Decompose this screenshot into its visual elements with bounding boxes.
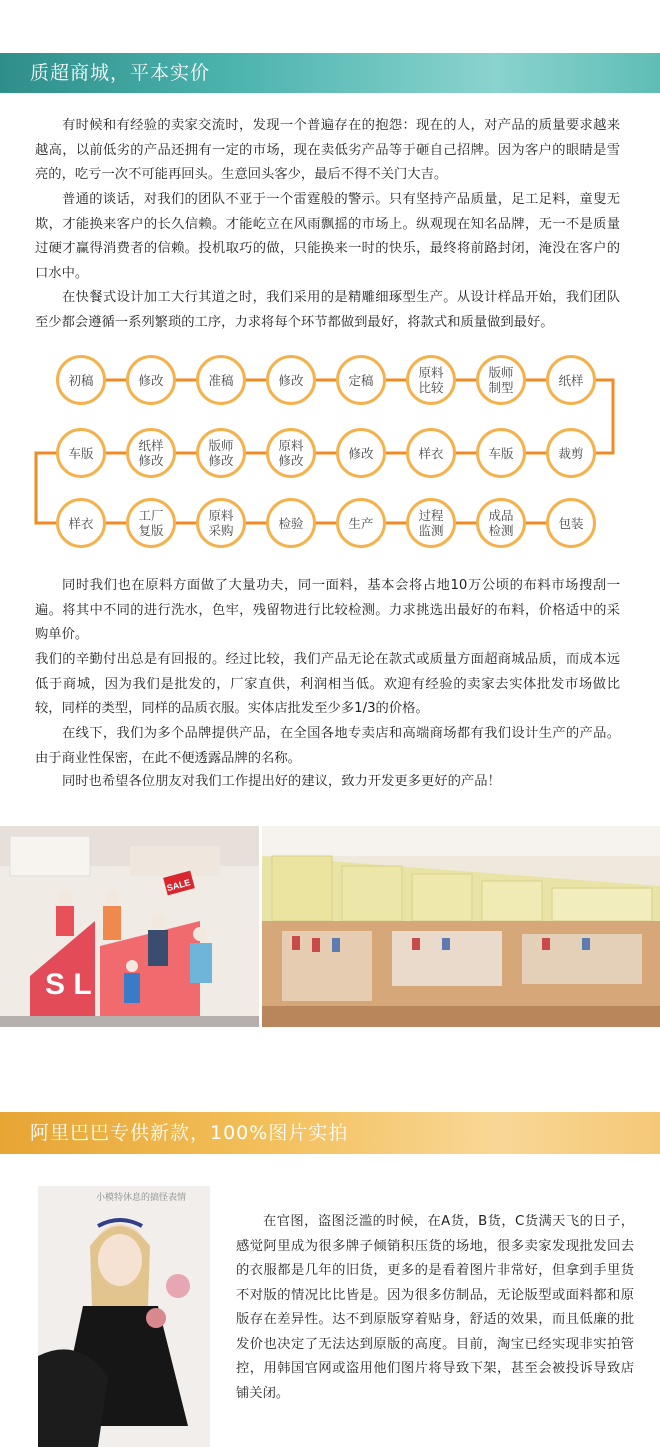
- step-paper-pattern: 纸样: [546, 355, 596, 405]
- step-product-test: 成品 检测: [476, 498, 526, 548]
- step-pattern-revise: 纸样 修改: [126, 428, 176, 478]
- step-approved-draft: 准稿: [196, 355, 246, 405]
- step-cutting: 裁剪: [546, 428, 596, 478]
- section-title-banner: [0, 53, 660, 93]
- material-paragraph: 同时我们也在原料方面做了大量功夫，同一面料，基本会将占地10万公顷的布料市场搜刮一遍。将其中不同的进行洗水，色牢，残留物进行比较检测。力求挑选出最好的布料，价格适中的采购单价。: [35, 578, 620, 642]
- step-process-monitor: 过程 监测: [406, 498, 456, 548]
- step-sample-garment-2: 样衣: [56, 498, 106, 548]
- step-revise-3: 修改: [336, 428, 386, 478]
- process-flow-diagram: [0, 350, 660, 550]
- step-pattern-making: 版师 制型: [476, 355, 526, 405]
- storefront-illustration: [0, 826, 259, 1027]
- store-interior-illustration: [262, 826, 660, 1027]
- intro-paragraph-1: 有时候和有经验的卖家交流时，发现一个普遍存在的抱怨：现在的人，对产品的质量要求越来越高，以前低劣的产品还拥有一定的市场，现在卖低劣产品等于砸自己招牌。因为客户的眼睛是雪亮的，吃亏一次不可能再回头。生意回头客少，最后不得不关门大吉。: [35, 118, 620, 182]
- sale-sign: SALE: [165, 877, 192, 894]
- closing-paragraph: 同时也希望各位朋友对我们工作提出好的建议，致力开发更多更好的产品！: [62, 774, 501, 789]
- step-material-revise: 原料 修改: [266, 428, 316, 478]
- step-production: 生产: [336, 498, 386, 548]
- authentic-photo-paragraph: 在官图，盗图泛滥的时候，在A货，B货，C货满天飞的日子，感觉阿里成为很多牌子倾销积压货的场地，很多卖家发现批发回去的衣服都是几年的旧货，更多的是看着图片非常好，但拿到手里货不对版的情况比比皆是。因为很多仿制品，无论版型或面料都和原版存在差异性。达不到原版穿着贴身，舒适的效果，而且低廉的批发价也决定了无法达到原版的高度。目前，淘宝已经实现非实拍管控，用韩国官网或盗用他们图片将导致下架，甚至会被投诉导致店铺关闭。: [236, 1214, 634, 1401]
- storefront-letters: S L: [45, 968, 92, 1001]
- step-patternmaker-revise: 版师 修改: [196, 428, 246, 478]
- model-girl-illustration: [38, 1186, 210, 1447]
- step-factory-replicate: 工厂 复版: [126, 498, 176, 548]
- section-title-banner-2: [0, 1112, 660, 1154]
- step-material-compare: 原料 比较: [406, 355, 456, 405]
- step-inspection: 检验: [266, 498, 316, 548]
- intro-paragraph-2: 普通的谈话，对我们的团队不亚于一个雷霆般的警示。只有坚持产品质量，足工足料，童叟无欺，才能换来客户的长久信赖。才能屹立在风雨飘摇的市场上。纵观现在知名品牌，无一不是质量过硬才赢得消费者的信赖。投机取巧的做，只能换来一时的快乐，最终将前路封闭，淹没在客户的口水中。: [35, 192, 620, 281]
- brand-paragraph: 在线下，我们为多个品牌提供产品，在全国各地专卖店和高端商场都有我们设计生产的产品。由于商业性保密，在此不便透露品牌的名称。: [35, 726, 620, 766]
- step-material-purchase: 原料 采购: [196, 498, 246, 548]
- step-sample-garment: 样衣: [406, 428, 456, 478]
- step-final-draft: 定稿: [336, 355, 386, 405]
- model-girl-photo: [38, 1186, 210, 1447]
- image-caption: 小模特休息的搞怪表情: [96, 1193, 187, 1203]
- step-draft: 初稿: [56, 355, 106, 405]
- section-title: 质超商城，平本实价: [30, 62, 211, 84]
- section-title-2: 阿里巴巴专供新款，100%图片实拍: [30, 1122, 349, 1144]
- price-paragraph: 我们的辛勤付出总是有回报的。经过比较，我们产品无论在款式或质量方面超商城品质，而成本远低于商城，因为我们是批发的，厂家直供，利润相当低。欢迎有经验的卖家去实体批发市场做比较，同样的类型，同样的品质衣服。实体店批发至少多1/3的价格。: [35, 652, 620, 716]
- step-sample-sewing-2: 车版: [56, 428, 106, 478]
- step-revise-1: 修改: [126, 355, 176, 405]
- intro-paragraph-3: 在快餐式设计加工大行其道之时，我们采用的是精雕细琢型生产。从设计样品开始，我们团队至少都会遵循一系列繁琐的工序，力求将每个环节都做到最好，将款式和质量做到最好。: [35, 290, 620, 330]
- storefront-window-photo: [0, 826, 259, 1027]
- step-packaging: 包装: [546, 498, 596, 548]
- store-interior-photo: [262, 826, 660, 1027]
- step-sample-sewing-1: 车版: [476, 428, 526, 478]
- step-revise-2: 修改: [266, 355, 316, 405]
